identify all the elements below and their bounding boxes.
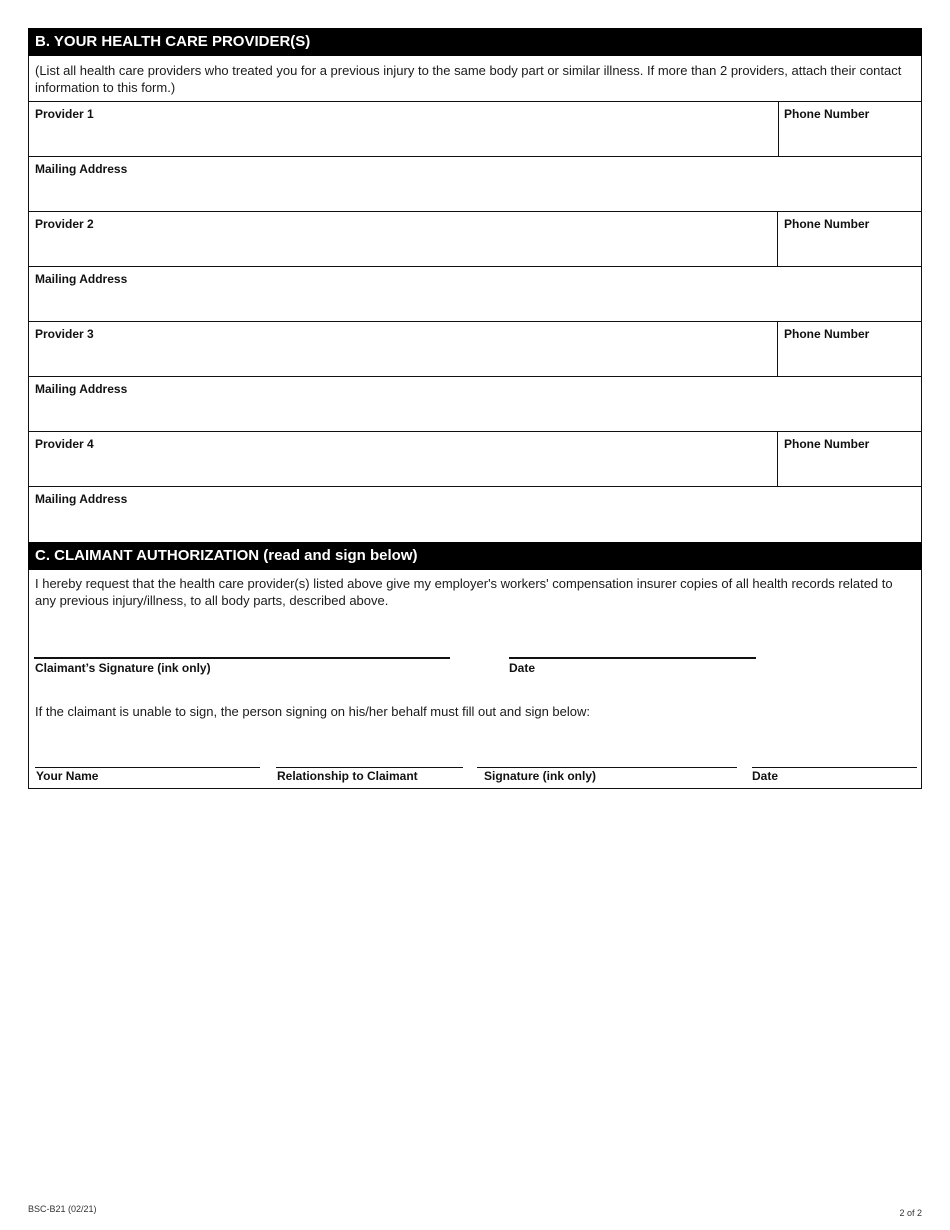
- provider-1-phone-field[interactable]: [779, 102, 922, 156]
- proxy-relationship-field[interactable]: [276, 738, 463, 767]
- provider-1-label: Provider 1: [35, 107, 94, 121]
- provider-2-address-field[interactable]: [29, 267, 922, 321]
- provider-4-divider: [777, 432, 778, 486]
- section-b-instructions: (List all health care providers who treated you for a previous injury to the same body part or similar illness. If more than 2 providers, attach their contact information to this form.): [35, 63, 902, 95]
- provider-3-address-field[interactable]: [29, 377, 922, 431]
- proxy-name-line: [35, 767, 260, 768]
- provider-1-address-label: Mailing Address: [35, 162, 128, 176]
- provider-2-address-label: Mailing Address: [35, 272, 128, 286]
- section-c-title: C. CLAIMANT AUTHORIZATION (read and sign below): [35, 547, 418, 564]
- provider-4-phone-label: Phone Number: [784, 437, 870, 451]
- provider-4-address-label: Mailing Address: [35, 492, 128, 506]
- proxy-name-field[interactable]: [35, 738, 260, 767]
- provider-1-address-field[interactable]: [29, 157, 922, 211]
- provider-4-address-field[interactable]: [29, 487, 922, 542]
- proxy-signature-line: [477, 767, 737, 768]
- provider-3-field[interactable]: [29, 322, 778, 376]
- proxy-signature-label: Signature (ink only): [484, 769, 597, 783]
- form-id: BSC-B21 (02/21): [28, 1204, 97, 1214]
- provider-1-row: [28, 102, 922, 157]
- provider-4-field[interactable]: [29, 432, 778, 486]
- section-c-header: [28, 542, 922, 570]
- provider-3-address-row: [28, 377, 922, 432]
- proxy-signature-field[interactable]: [477, 738, 737, 767]
- proxy-relationship-line: [276, 767, 463, 768]
- proxy-name-label: Your Name: [36, 769, 99, 783]
- claimant-signature-label: Claimant’s Signature (ink only): [35, 661, 211, 675]
- provider-3-divider: [777, 322, 778, 376]
- provider-2-phone-field[interactable]: [779, 212, 922, 266]
- proxy-date-label: Date: [752, 769, 779, 783]
- proxy-relationship-label: Relationship to Claimant: [277, 769, 418, 783]
- provider-4-label: Provider 4: [35, 437, 94, 451]
- proxy-instructions: If the claimant is unable to sign, the person signing on his/her behalf must fill out and sign below:: [35, 704, 590, 719]
- provider-2-row: [28, 212, 922, 267]
- authorization-statement: I hereby request that the health care provider(s) listed above give my employer's workers' compensation insurer copies of all health records related to any previous injury/illness, to all body parts, described above.: [35, 576, 893, 608]
- section-b-instructions-box: [28, 56, 922, 102]
- claimant-date-line: [509, 657, 756, 659]
- section-b-title: B. YOUR HEALTH CARE PROVIDER(S): [35, 33, 311, 50]
- provider-1-field[interactable]: [29, 102, 778, 156]
- provider-3-phone-field[interactable]: [779, 322, 922, 376]
- claimant-date-field[interactable]: [509, 625, 756, 657]
- provider-2-phone-label: Phone Number: [784, 217, 870, 231]
- provider-4-row: [28, 432, 922, 487]
- provider-3-phone-label: Phone Number: [784, 327, 870, 341]
- provider-4-address-row: [28, 487, 922, 542]
- provider-3-row: [28, 322, 922, 377]
- provider-2-field[interactable]: [29, 212, 778, 266]
- provider-4-phone-field[interactable]: [779, 432, 922, 486]
- provider-2-label: Provider 2: [35, 217, 94, 231]
- claimant-signature-line: [34, 657, 450, 659]
- provider-1-address-row: [28, 157, 922, 212]
- page-number: 2 of 2: [899, 1208, 922, 1218]
- provider-3-label: Provider 3: [35, 327, 94, 341]
- provider-1-phone-label: Phone Number: [784, 107, 870, 121]
- proxy-date-line: [752, 767, 917, 768]
- section-c-box: [28, 570, 922, 789]
- provider-2-divider: [777, 212, 778, 266]
- provider-2-address-row: [28, 267, 922, 322]
- section-b-header: [28, 28, 922, 56]
- claimant-signature-field[interactable]: [34, 625, 450, 657]
- claimant-date-label: Date: [509, 661, 536, 675]
- proxy-date-field[interactable]: [752, 738, 917, 767]
- provider-3-address-label: Mailing Address: [35, 382, 128, 396]
